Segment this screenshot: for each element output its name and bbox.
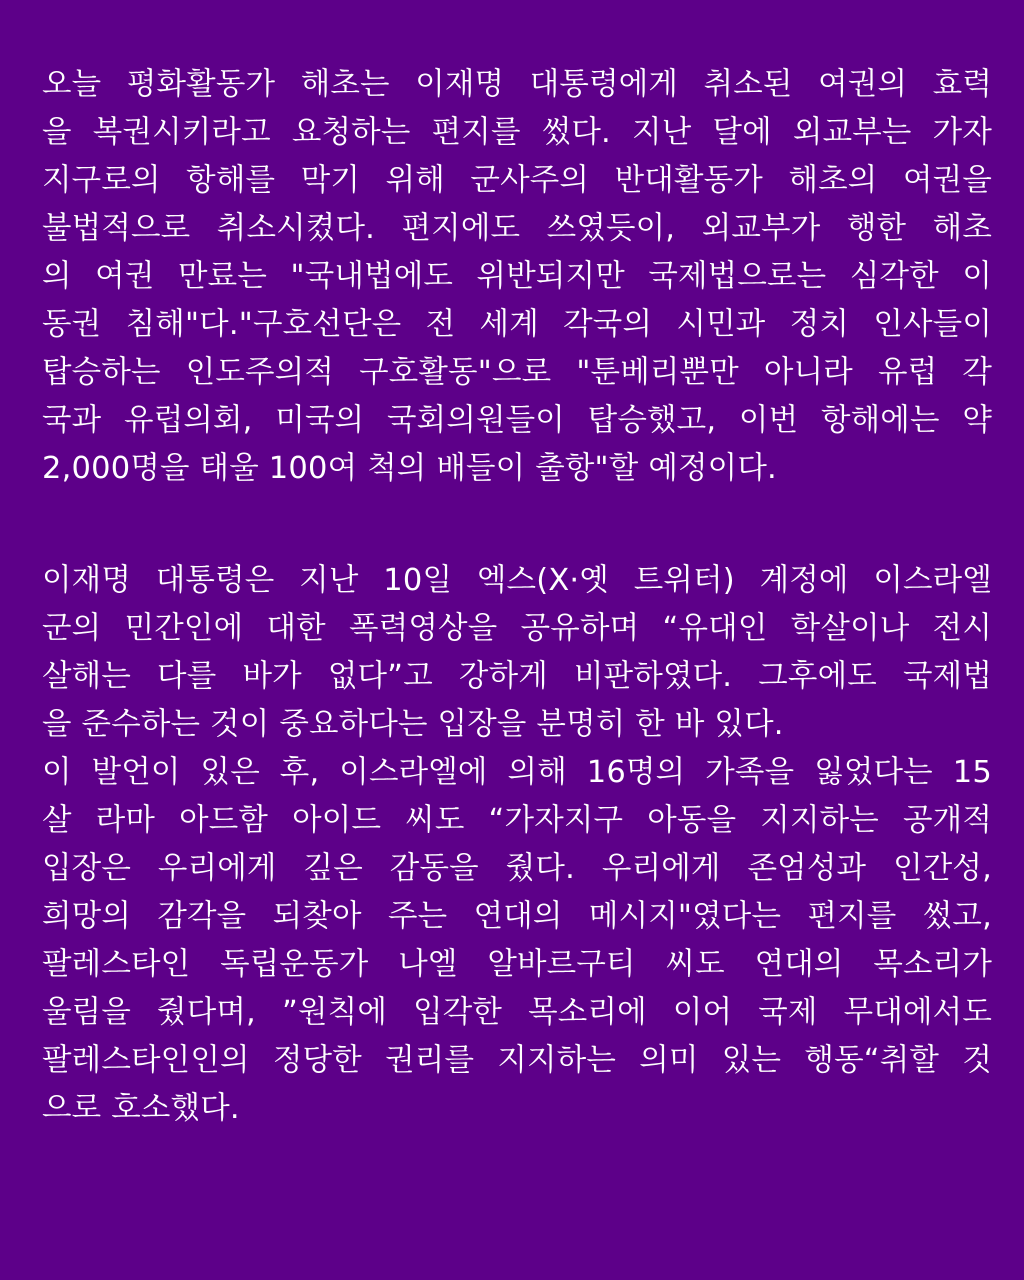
text-line: 을 복권시키라고 요청하는 편지를 썼다. 지난 달에 외교부는 가자 — [42, 115, 992, 150]
text-line: 탑승하는 인도주의적 구호활동"으로 "툰베리뿐만 아니라 유럽 각 — [42, 355, 992, 390]
text-line: 2,000명을 태울 100여 척의 배들이 출항"할 예정이다. — [42, 451, 777, 486]
text-line: 지구로의 항해를 막기 위해 군사주의 반대활동가 해초의 여권을 — [42, 163, 992, 198]
paragraph-passport-letter — [42, 61, 992, 493]
text-line: 팔레스타인 독립운동가 나엘 알바르구티 씨도 연대의 목소리가 — [42, 947, 992, 982]
text-line: 울림을 줬다며, ”원칙에 입각한 목소리에 이어 국제 무대에서도 — [42, 995, 992, 1030]
text-line: 군의 민간인에 대한 폭력영상을 공유하며 “유대인 학살이나 전시 — [42, 611, 992, 646]
text-line: 이재명 대통령은 지난 10일 엑스(X·옛 트위터) 계정에 이스라엘 — [42, 563, 992, 598]
text-line: 동권 침해"다."구호선단은 전 세계 각국의 시민과 정치 인사들이 — [42, 307, 992, 342]
text-line: 살 라마 아드함 아이드 씨도 “가자지구 아동을 지지하는 공개적 — [42, 803, 992, 838]
text-line: 불법적으로 취소시켰다. 편지에도 쓰였듯이, 외교부가 행한 해초 — [42, 211, 992, 246]
text-line: 희망의 감각을 되찾아 주는 연대의 메시지"였다는 편지를 썼고, — [42, 899, 992, 934]
text-line: 오늘 평화활동가 해초는 이재명 대통령에게 취소된 여권의 효력 — [42, 67, 992, 102]
text-line: 국과 유럽의회, 미국의 국회의원들이 탑승했고, 이번 항해에는 약 — [42, 403, 992, 438]
text-line: 살해는 다를 바가 없다”고 강하게 비판하였다. 그후에도 국제법 — [42, 659, 992, 694]
text-line: 팔레스타인인의 정당한 권리를 지지하는 의미 있는 행동“취할 것 — [42, 1043, 992, 1078]
text-line: 입장은 우리에게 깊은 감동을 줬다. 우리에게 존엄성과 인간성, — [42, 851, 992, 886]
text-line: 의 여권 만료는 "국내법에도 위반되지만 국제법으로는 심각한 이 — [42, 259, 992, 294]
paragraph-president-statement — [42, 557, 992, 1133]
text-line: 을 준수하는 것이 중요하다는 입장을 분명히 한 바 있다. — [42, 707, 784, 742]
text-line: 이 발언이 있은 후, 이스라엘에 의해 16명의 가족을 잃었다는 15 — [42, 755, 992, 790]
text-line: 으로 호소했다. — [42, 1091, 240, 1126]
